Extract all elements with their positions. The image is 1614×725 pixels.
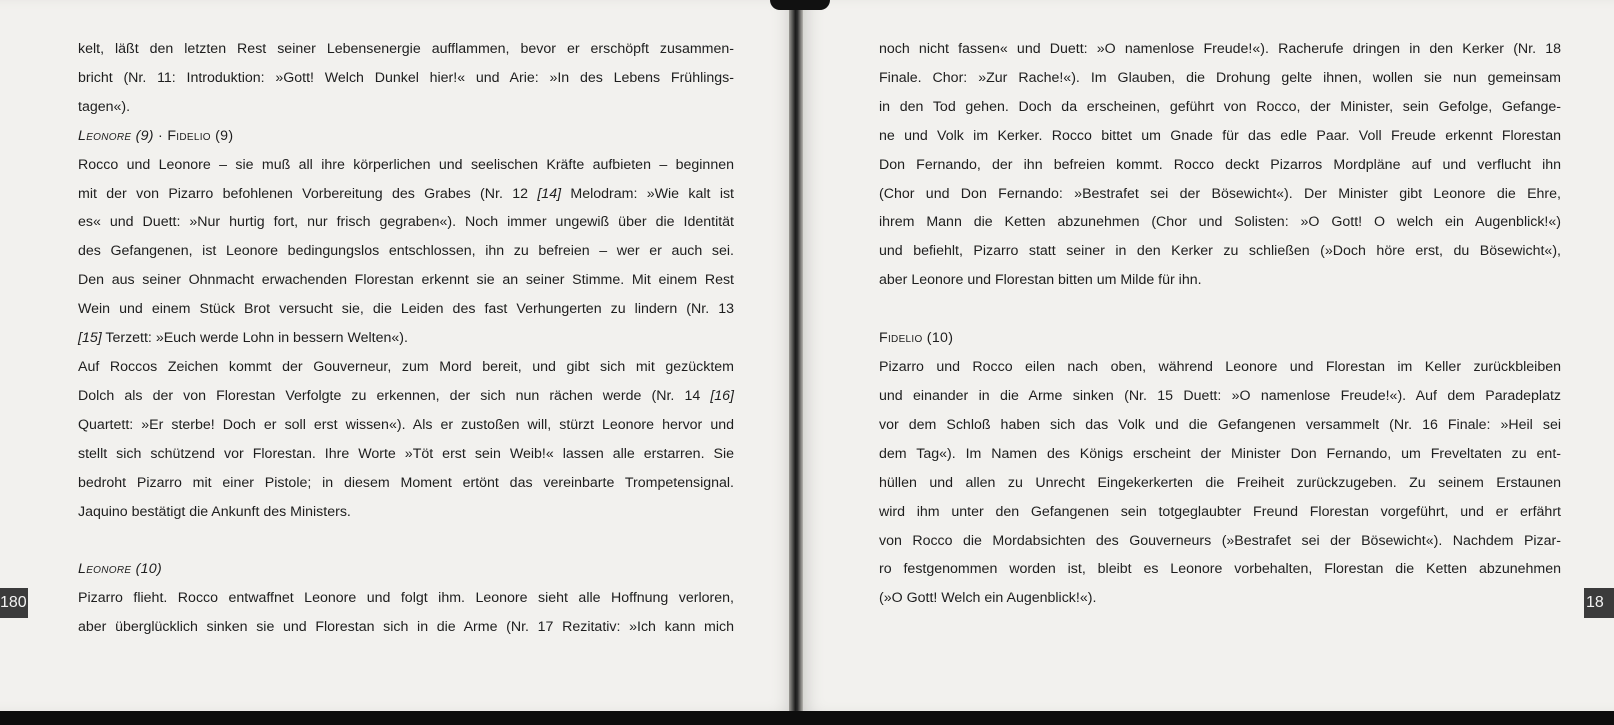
text-line: (Chor und Don Fernando: »Bestrafet sei der Bösewicht«). Der Minister gibt Leonore die Ehre,: [879, 185, 1561, 202]
section-heading-leonore-10: Leonore (10): [78, 561, 163, 578]
paragraph-gap: [879, 295, 1561, 324]
text-line: mit der von Pizarro befohlenen Vorbereitung des Grabes (Nr. 12 [14] Melodram: »Wie kalt ist: [78, 185, 735, 202]
text-line: und einander in die Arme sinken (Nr. 15 Duett: »O namenlose Freude!«). Auf dem Paradeplatz: [879, 387, 1561, 404]
text-line: aber Leonore und Florestan bitten um Milde für ihn.: [879, 272, 1202, 289]
text-line: ro festgenommen worden ist, bleibt es Leonore vorbehalten, Florestan die Ketten abzunehmen: [879, 561, 1561, 578]
text-line: Quartett: »Er sterbe! Doch er soll erst wissen«). Als er zustoßen will, stürzt Leonore hervor und: [78, 416, 734, 433]
text-line: aber überglücklich sinken sie und Florestan sich in die Arme (Nr. 17 Rezitativ: »Ich kann mich: [78, 619, 734, 636]
text-line: Finale. Chor: »Zur Rache!«). Im Glauben, die Drohung gelte ihnen, wollen sie nun gemeinsam: [879, 69, 1561, 86]
text-line: dem Tag«). Im Namen des Königs erscheint der Minister Don Fernando, um Freveltaten zu ent-: [879, 445, 1561, 462]
section-heading-leonore-9-fidelio-9: Leonore (9) · Fidelio (9): [78, 127, 234, 144]
text-line: Jaquino bestätigt die Ankunft des Ministers.: [78, 503, 351, 520]
text-line: stellt sich schützend vor Florestan. Ihre Worte »Töt erst sein Weib!« lassen alle erstarren. Sie: [78, 445, 734, 462]
text-line: von Rocco die Mordabsichten des Gouverneurs (»Bestrafet sei der Bösewicht«). Nachdem Pizar-: [879, 532, 1561, 549]
text-line: es« und Duett: »Nur hurtig fort, nur frisch gegraben«). Noch immer ungewiß über die Identität: [78, 214, 734, 231]
text-line: wird ihm unter den Gefangenen sein totgeglaubter Freund Florestan vorgeführt, und er erfährt: [879, 503, 1561, 520]
text-line: Wein und einem Stück Brot versucht sie, die Leiden des fast Verhungerten zu lindern (Nr. 13: [78, 301, 734, 318]
text-line: hüllen und allen zu Unrecht Eingekerkerten die Freiheit zurückzugeben. Zu seinem Erstaunen: [879, 474, 1561, 491]
text-line: Den aus seiner Ohnmacht erwachenden Florestan erkennt sie an seiner Stimme. Mit einem Rest: [78, 272, 734, 289]
text-line: vor dem Schloß haben sich das Volk und die Gefangenen versammelt (Nr. 16 Finale: »Heil sei: [879, 416, 1561, 433]
text-line: Auf Roccos Zeichen kommt der Gouverneur, zum Mord bereit, und gibt sich mit gezücktem: [78, 358, 734, 375]
text-line: und befiehlt, Pizarro statt seiner in den Kerker zu schließen (»Doch höre erst, du Bösewicht«),: [879, 243, 1561, 260]
text-line: bedroht Pizarro mit einer Pistole; in diesem Moment ertönt das vereinbarte Trompetensignal.: [78, 474, 734, 491]
text-line: noch nicht fassen« und Duett: »O namenlose Freude!«). Racherufe dringen in den Kerker (Nr. 18: [879, 41, 1561, 57]
text-line: ihrem Mann die Ketten abzunehmen (Chor und Solisten: »O Gott! O welch ein Augenblick!«): [879, 214, 1561, 231]
book-spine: [789, 0, 803, 725]
text-line: kelt, läßt den letzten Rest seiner Lebensenergie aufflammen, bevor er erschöpft zusammen-: [78, 41, 734, 57]
right-page: [801, 0, 1614, 711]
left-page-number: 180: [0, 588, 28, 618]
right-page-number: 18: [1584, 588, 1614, 618]
text-line: Pizarro flieht. Rocco entwaffnet Leonore und folgt ihm. Leonore sieht alle Hoffnung verloren,: [78, 590, 734, 607]
text-line: ne und Volk im Kerker. Rocco bittet um Gnade für das edle Paar. Voll Freude erkennt Florestan: [879, 127, 1561, 144]
section-heading-fidelio-10: Fidelio (10): [879, 330, 954, 347]
left-page: [0, 0, 795, 711]
text-line: des Gefangenen, ist Leonore bedingungslos entschlossen, ihn zu befreien – wer er auch sei.: [78, 243, 734, 260]
text-line: tagen«).: [78, 98, 131, 115]
text-line: Dolch als der von Florestan Verfolgte zu erkennen, der sich nun rächen werde (Nr. 14 [16]: [78, 387, 734, 404]
text-line: bricht (Nr. 11: Introduktion: »Gott! Welch Dunkel hier!« und Arie: »In des Lebens Frühlings-: [78, 69, 734, 86]
bottom-edge: [0, 711, 1614, 725]
text-line: [15] Terzett: »Euch werde Lohn in bessern Welten«).: [78, 330, 408, 347]
text-line: Rocco und Leonore – sie muß all ihre körperlichen und seelischen Kräfte aufbieten – beginnen: [78, 156, 734, 173]
spine-shadow: [770, 0, 830, 10]
paragraph-gap: [78, 526, 734, 555]
right-page-text: [879, 35, 1561, 613]
text-line: (»O Gott! Welch ein Augenblick!«).: [879, 590, 1097, 607]
text-line: Don Fernando, der ihn befreien kommt. Rocco deckt Pizarros Mordpläne auf und verflucht ihn: [879, 156, 1561, 173]
text-line: in den Tod gehen. Doch da erscheinen, geführt von Rocco, der Minister, sein Gefolge, Gefange-: [879, 98, 1561, 115]
left-page-text: [78, 35, 734, 642]
text-line: Pizarro und Rocco eilen nach oben, während Leonore und Florestan im Keller zurückbleiben: [879, 359, 1561, 376]
